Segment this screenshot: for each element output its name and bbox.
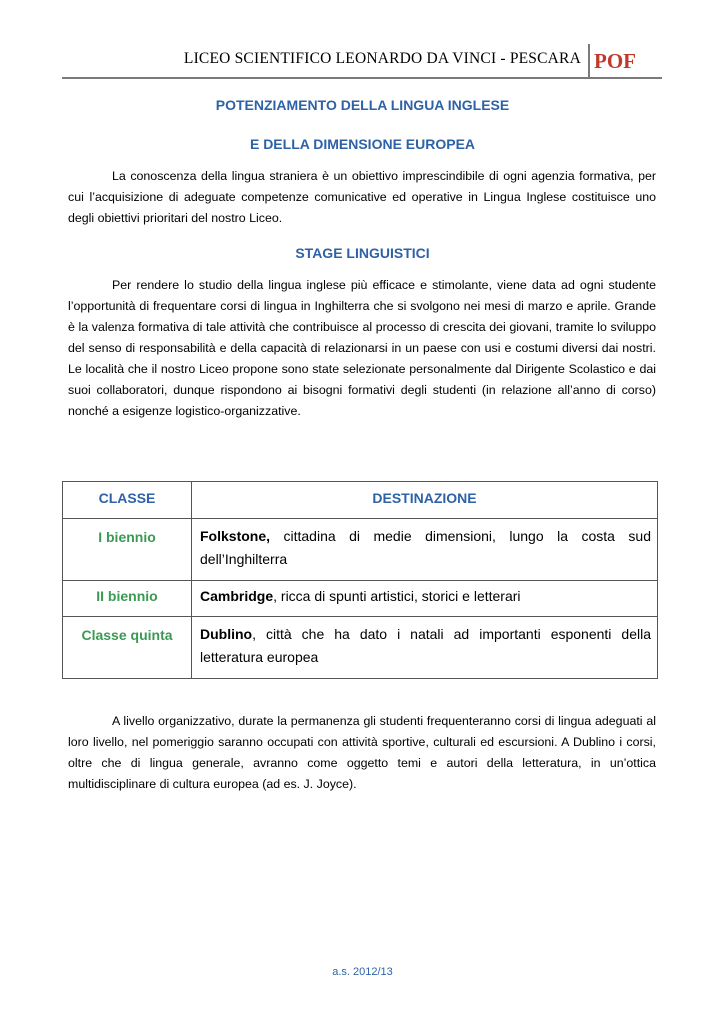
intro-paragraph xyxy=(68,166,656,229)
table-row xyxy=(63,581,658,617)
destination-city: Dublino xyxy=(200,626,253,642)
table-header-row xyxy=(63,482,658,519)
table-row xyxy=(63,617,658,679)
main-heading-line2: E DELLA DIMENSIONE EUROPEA xyxy=(249,136,476,152)
destination-cell xyxy=(192,581,658,617)
header-rule xyxy=(62,77,662,79)
stage-text: Per rendere lo studio della lingua inglese più efficace e stimolante, viene data ad ogni studente l’opportunità di frequentare corsi di lingua in Inghilterra che si svolgono nei mesi di marzo e aprile. Grande è la valenza formativa di tale attività che contribuisce al processo di crescita dei giovani, tramite lo sviluppo del senso di responsabilità e della capacità di relazionarsi in un paese con usi e costumi diversi dai nostri. Le località che il nostro Liceo propone sono state selezionate personalmente dal Dirigente Scolastico e dai suoi collaboratori, dunque rispondono ai bisogni formativi degli studenti (in relazione all’anno di corso) nonché a esigenze logistico-organizzative. xyxy=(68,278,656,418)
school-name: LICEO SCIENTIFICO LEONARDO DA VINCI - PESCARA xyxy=(183,50,581,67)
class-cell: Classe quinta xyxy=(63,617,192,679)
destination-description: , città che ha dato i natali ad importanti esponenti della letteratura europea xyxy=(200,626,651,665)
pof-badge: POF xyxy=(594,49,636,73)
destination-cell xyxy=(192,519,658,581)
closing-paragraph xyxy=(68,711,656,795)
page-footer: a.s. 2012/13 xyxy=(332,966,393,978)
column-header-destination: DESTINAZIONE xyxy=(192,482,658,519)
intro-text: La conoscenza della lingua straniera è un obiettivo imprescindibile di ogni agenzia formativa, per cui l’acquisizione di adeguate competenze comunicative ed operative in Lingua Inglese costituisce uno degli obiettivi prioritari del nostro Liceo. xyxy=(68,169,656,225)
closing-text: A livello organizzativo, durate la permanenza gli studenti frequenteranno corsi di lingua adeguati al loro livello, nel pomeriggio saranno occupati con attività sportive, culturali ed escursioni. A Dublino i corsi, oltre che di lingua generale, avranno come oggetto temi e autori della letteratura, in un’ottica multidisciplinare di cultura europea (ad es. J. Joyce). xyxy=(68,714,656,791)
main-heading-line1: POTENZIAMENTO DELLA LINGUA INGLESE xyxy=(215,97,510,113)
stage-paragraph xyxy=(68,275,656,422)
section-title: STAGE LINGUISTICI xyxy=(295,245,430,261)
class-cell: I biennio xyxy=(63,519,192,581)
page-header xyxy=(62,42,662,78)
destination-description: , ricca di spunti artistici, storici e letterari xyxy=(273,588,521,604)
class-cell: II biennio xyxy=(63,581,192,617)
table-row xyxy=(63,519,658,581)
destination-cell xyxy=(192,617,658,679)
header-separator xyxy=(588,44,590,78)
column-header-class: CLASSE xyxy=(63,482,192,519)
destination-description: cittadina di medie dimensioni, lungo la costa sud dell’Inghilterra xyxy=(200,528,651,567)
destinations-table xyxy=(62,481,658,679)
destination-city: Folkstone, xyxy=(200,528,271,544)
destination-city: Cambridge xyxy=(200,588,274,604)
